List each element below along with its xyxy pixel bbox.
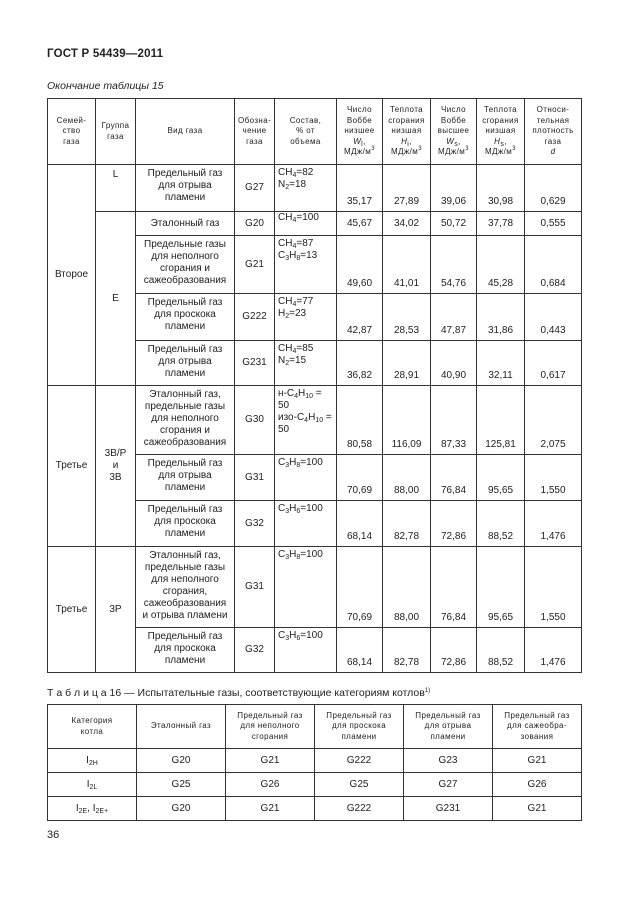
gas-composition	[275, 165, 337, 212]
category-cell: $I_{2L}$	[48, 773, 137, 797]
value-cell: G25	[137, 773, 226, 797]
gas-kind: Эталонный газ, предельные газы для неполного сгорания и сажеобразования	[136, 386, 235, 455]
gas-kind: Предельный газ для отрыва пламени	[136, 455, 235, 501]
value-cell: 47,87	[431, 294, 477, 341]
value-cell: 49,60	[337, 236, 383, 294]
table-15	[47, 98, 582, 673]
gas-composition	[275, 386, 337, 455]
family-cell: Третье	[48, 547, 96, 673]
composition-line: 50	[278, 424, 290, 435]
table15-header-row	[48, 99, 582, 165]
composition-line: 50	[278, 400, 290, 411]
header-sooting: Предельный газ для сажеобра- зования	[493, 705, 582, 749]
category-cell: $I_{2H}$	[48, 749, 137, 773]
value-cell: G21	[226, 749, 315, 773]
value-cell: G21	[493, 797, 582, 821]
header-category: Категория котла	[48, 705, 137, 749]
group-cell: 3Р	[96, 547, 136, 673]
value-cell: 125,81	[477, 386, 525, 455]
value-cell: G21	[493, 749, 582, 773]
gas-kind: Предельный газ для проскока пламени	[136, 501, 235, 547]
value-cell: 28,53	[383, 294, 431, 341]
value-cell: 1,476	[525, 628, 582, 673]
value-cell: 41,01	[383, 236, 431, 294]
value-cell: G231	[404, 797, 493, 821]
value-cell: G21	[226, 797, 315, 821]
table-row	[48, 165, 582, 212]
composition-line: $N_2=18$	[278, 179, 307, 191]
value-cell: 30,98	[477, 165, 525, 212]
gas-code: G31	[235, 547, 275, 628]
value-cell: 36,82	[337, 341, 383, 386]
gas-composition	[275, 294, 337, 341]
value-cell: 0,617	[525, 341, 582, 386]
group-cell: E	[96, 212, 136, 386]
value-cell: 0,443	[525, 294, 582, 341]
family-cell: Второе	[48, 165, 96, 386]
table-row	[48, 797, 582, 821]
table16-header-row	[48, 705, 582, 749]
composition-line: $CH_4=100$	[278, 212, 319, 224]
page-number: 36	[47, 829, 60, 841]
gas-kind: Эталонный газ, предельные газы для неполного сгорания, сажеобразования и отрыва пламени	[136, 547, 235, 628]
group-cell: 3В/Р и 3В	[96, 386, 136, 547]
value-cell: G26	[226, 773, 315, 797]
value-cell: 68,14	[337, 501, 383, 547]
composition-line: $H_2=23$	[278, 308, 307, 320]
value-cell: 76,84	[431, 455, 477, 501]
header-incomplete-combustion: Предельный газ для неполного сгорания	[226, 705, 315, 749]
gas-code: G32	[235, 628, 275, 673]
value-cell: 76,84	[431, 547, 477, 628]
value-cell: 2,075	[525, 386, 582, 455]
value-cell: 1,550	[525, 547, 582, 628]
header-family: Семей- ство газа	[48, 99, 96, 165]
value-cell: 31,86	[477, 294, 525, 341]
value-cell: G23	[404, 749, 493, 773]
table-row	[48, 547, 582, 628]
composition-line: $C_3H_6=100$	[278, 630, 323, 642]
header-kind: Вид газа	[136, 99, 235, 165]
value-cell: 88,52	[477, 501, 525, 547]
family-cell: Третье	[48, 386, 96, 547]
gas-kind: Предельные газы для неполного сгорания и сажеобразования	[136, 236, 235, 294]
value-cell: G20	[137, 749, 226, 773]
header-code: Обозна- чение газа	[235, 99, 275, 165]
header-flashback: Предельный газ для проскока пламени	[315, 705, 404, 749]
gas-code: G32	[235, 501, 275, 547]
gas-composition	[275, 628, 337, 673]
value-cell: 27,89	[383, 165, 431, 212]
gas-composition	[275, 455, 337, 501]
table16-caption: Т а б л и ц а 16 — Испытательные газы, соответствующие категориям котлов$^{1)}$	[47, 687, 431, 699]
composition-line: $C_3H_8=100$	[278, 549, 323, 561]
value-cell: 88,00	[383, 455, 431, 501]
gas-code: G231	[235, 341, 275, 386]
value-cell: 34,02	[383, 212, 431, 236]
value-cell: 1,476	[525, 501, 582, 547]
value-cell: 32,11	[477, 341, 525, 386]
header-wobbe-low: Число Воббе низшее $W_l$, МДж/$м^3$	[337, 99, 383, 165]
composition-line: $н-C_4H_{10}$ =	[278, 388, 322, 400]
value-cell: G222	[315, 797, 404, 821]
gas-code: G20	[235, 212, 275, 236]
composition-line: $C_3H_6=100$	[278, 503, 323, 515]
value-cell: G25	[315, 773, 404, 797]
value-cell: 45,67	[337, 212, 383, 236]
gas-composition	[275, 236, 337, 294]
value-cell: 87,33	[431, 386, 477, 455]
value-cell: 42,87	[337, 294, 383, 341]
header-heat-low-2: Теплота сгорания низшая $H_s$, МДж/$м^3$	[477, 99, 525, 165]
gas-composition	[275, 547, 337, 628]
header-reference-gas: Эталонный газ	[137, 705, 226, 749]
category-cell: $I_{2E}$, $I_{2E+}$	[48, 797, 137, 821]
gas-code: G27	[235, 165, 275, 212]
value-cell: 40,90	[431, 341, 477, 386]
value-cell: G27	[404, 773, 493, 797]
value-cell: G20	[137, 797, 226, 821]
value-cell: 70,69	[337, 547, 383, 628]
header-composition: Состав, % от объема	[275, 99, 337, 165]
composition-line: изо-$C_4H_{10}$ =	[278, 412, 332, 424]
gas-kind: Эталонный газ	[136, 212, 235, 236]
composition-line: $CH_4=87$	[278, 238, 314, 250]
group-cell: L	[96, 165, 136, 212]
table-16	[47, 704, 582, 821]
gas-composition	[275, 212, 337, 236]
table15-caption: Окончание таблицы 15	[47, 80, 164, 92]
value-cell: 54,76	[431, 236, 477, 294]
value-cell: 0,684	[525, 236, 582, 294]
value-cell: 39,06	[431, 165, 477, 212]
value-cell: 95,65	[477, 455, 525, 501]
table-row	[48, 386, 582, 455]
gas-composition	[275, 341, 337, 386]
header-density: Относи- тельная плотность газа d	[525, 99, 582, 165]
value-cell: G26	[493, 773, 582, 797]
gas-code: G31	[235, 455, 275, 501]
gas-code: G21	[235, 236, 275, 294]
header-flame-lift: Предельный газ для отрыва пламени	[404, 705, 493, 749]
gas-kind: Предельный газ для проскока пламени	[136, 294, 235, 341]
value-cell: 116,09	[383, 386, 431, 455]
value-cell: 0,555	[525, 212, 582, 236]
value-cell: 72,86	[431, 501, 477, 547]
value-cell: 82,78	[383, 628, 431, 673]
value-cell: 37,78	[477, 212, 525, 236]
header-group: Группа газа	[96, 99, 136, 165]
value-cell: 72,86	[431, 628, 477, 673]
gas-kind: Предельный газ для отрыва пламени	[136, 341, 235, 386]
value-cell: 1,550	[525, 455, 582, 501]
gas-kind: Предельный газ для проскока пламени	[136, 628, 235, 673]
composition-line: $CH_4=85$	[278, 343, 314, 355]
gas-code: G30	[235, 386, 275, 455]
composition-line: $C_3H_8=13$	[278, 250, 318, 262]
composition-line: $CH_4=82$	[278, 167, 314, 179]
gas-kind: Предельный газ для отрыва пламени	[136, 165, 235, 212]
value-cell: 45,28	[477, 236, 525, 294]
value-cell: 0,629	[525, 165, 582, 212]
value-cell: 88,00	[383, 547, 431, 628]
value-cell: 88,52	[477, 628, 525, 673]
header-wobbe-high: Число Воббе высшее $W_s$, МДж/$м^3$	[431, 99, 477, 165]
value-cell: 80,58	[337, 386, 383, 455]
value-cell: G222	[315, 749, 404, 773]
composition-line: $C_3H_8=100$	[278, 457, 323, 469]
gas-composition	[275, 501, 337, 547]
table-row	[48, 773, 582, 797]
gas-code: G222	[235, 294, 275, 341]
table-row	[48, 749, 582, 773]
composition-line: $CH_4=77$	[278, 296, 314, 308]
value-cell: 82,78	[383, 501, 431, 547]
value-cell: 68,14	[337, 628, 383, 673]
value-cell: 28,91	[383, 341, 431, 386]
table-row	[48, 212, 582, 236]
document-header: ГОСТ Р 54439—2011	[47, 48, 164, 60]
value-cell: 35,17	[337, 165, 383, 212]
value-cell: 50,72	[431, 212, 477, 236]
value-cell: 70,69	[337, 455, 383, 501]
header-heat-low: Теплота сгорания низшая $H_i$, МДж/$м^3$	[383, 99, 431, 165]
composition-line: $N_2=15$	[278, 355, 307, 367]
value-cell: 95,65	[477, 547, 525, 628]
